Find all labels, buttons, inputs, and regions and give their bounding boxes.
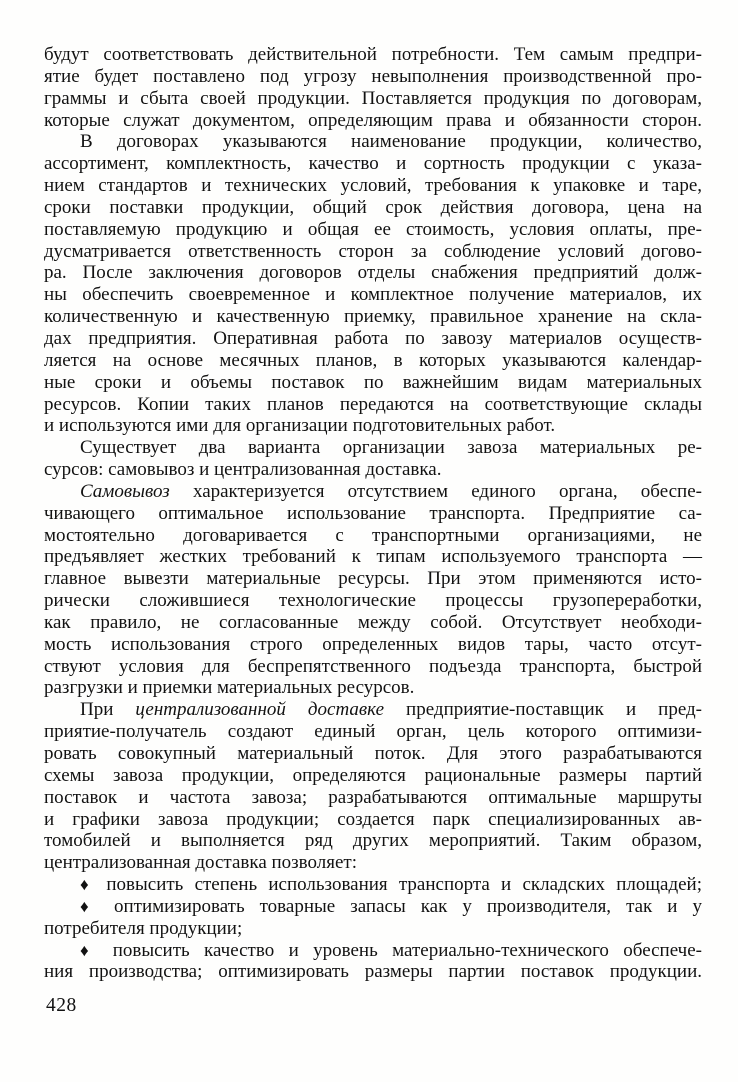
text-segment: повысить степень использования транспорта и складских площадей; [95,874,702,896]
text-line [44,743,702,765]
text-segment: чивающего оптимальное использование транспорта. Предприятие са- [44,502,702,524]
bullet-diamond-icon: ♦ [80,940,99,960]
text-segment: ра. После заключения договоров отделы снабжения предприятий долж- [44,262,702,284]
text-segment: централизованная доставка позволяет: [44,852,357,874]
text-line [44,809,702,831]
text-line [44,437,702,459]
text-segment: Существует два варианта организации завоза материальных ре- [80,437,702,459]
text-line [44,721,702,743]
text-segment: будут соответствовать действительной потребности. Тем самым предпри- [44,44,702,65]
text-segment: Самовывоз [80,480,170,502]
text-line [44,394,702,416]
text-segment: сурсов: самовывоз и централизованная доставка. [44,459,442,481]
paragraph [44,874,702,896]
text-segment: При [80,699,136,721]
text-segment: ресурсов. Копии таких планов передаются на соответствующие склады [44,393,702,415]
text-segment: потребителя продукции; [44,917,243,939]
text-line [44,961,702,983]
text-segment: ствуют условия для беспрепятственного подъезда транспорта, быстрой [44,655,702,677]
text-segment: нием стандартов и технических условий, требования к упаковке и таре, [44,175,702,197]
text-line [44,66,702,88]
text-line [44,874,702,896]
text-segment: которые служат документом, определяющим права и обязанности сторон. [44,109,702,131]
text-line [44,459,702,481]
text-line [44,830,702,852]
text-line [44,262,702,284]
page-number: 428 [46,995,77,1016]
text-segment: ассортимент, комплектность, качество и сортность продукции с указа- [44,153,702,175]
text-line [44,415,702,437]
text-line [44,175,702,197]
text-segment: ные сроки и объемы поставок по важнейшим видам материальных [44,371,702,393]
text-line [44,44,702,66]
text-segment: схемы завоза продукции, определяются рациональные размеры партий [44,764,702,786]
text-line [44,153,702,175]
paragraph [44,699,702,874]
text-line [44,656,702,678]
text-segment: рически сложившиеся технологические процессы грузопереработки, [44,590,702,612]
text-segment: дах предприятия. Оперативная работа по завозу материалов осуществ- [44,327,702,349]
text-segment: ния производства; оптимизировать размеры партии поставок продукции. [44,961,702,983]
text-segment: оптимизировать товарные запасы как у производителя, так и у [98,895,702,917]
text-segment: мостоятельно договаривается с транспортными организациями, не [44,524,702,546]
text-line [44,525,702,547]
text-line [44,197,702,219]
text-line [44,219,702,241]
text-line [44,634,702,656]
text-line [44,328,702,350]
bullet-diamond-icon: ♦ [80,875,96,895]
text-segment: ровать совокупный материальный поток. Для этого разрабатываются [44,743,702,764]
text-segment: централизованной доставке [135,699,385,721]
text-segment: мость использования строго определенных видов тары, часто отсут- [44,633,702,655]
paragraph [44,437,702,481]
text-segment: характеризуется отсутствием единого органа, обеспе- [169,480,702,502]
text-segment: ны обеспечить своевременное и комплектное получение материалов, их [44,284,702,306]
text-line [44,131,702,153]
text-line [44,612,702,634]
text-line [44,110,702,132]
text-line [44,241,702,263]
text-segment: В договорах указываются наименование продукции, количество, [80,131,702,153]
text-line [44,918,702,940]
text-segment: главное вывезти материальные ресурсы. При этом применяются исто- [44,568,702,590]
text-line [44,699,702,721]
text-line [44,88,702,110]
text-line [44,896,702,918]
text-line [44,787,702,809]
text-segment: поставляемую продукцию и общая ее стоимость, условия оплаты, пре- [44,218,702,240]
paragraph [44,44,702,131]
text-line [44,372,702,394]
paragraph [44,131,702,437]
text-segment: ляется на основе месячных планов, в которых указываются календар- [44,349,702,371]
text-segment: разгрузки и приемки материальных ресурсов. [44,677,415,699]
text-segment: томобилей и выполняется ряд других мероприятий. Таким образом, [44,830,702,852]
body-text [44,44,702,983]
text-line [44,677,702,699]
text-line [44,568,702,590]
text-segment: сроки поставки продукции, общий срок действия договора, цена на [44,196,702,218]
text-segment: предъявляет жестких требований к типам используемого транспорта — [44,546,702,568]
text-segment: приятие-получатель создают единый орган, цель которого оптимизи- [44,721,702,743]
text-line [44,590,702,612]
text-line [44,306,702,328]
paragraph [44,896,702,940]
text-segment: поставок и частота завоза; разрабатываются оптимальные маршруты [44,786,702,808]
text-segment: и графики завоза продукции; создается парк специализированных ав- [44,808,702,830]
text-line [44,765,702,787]
paragraph [44,940,702,984]
text-segment: количественную и качественную приемку, правильное хранение на скла- [44,306,702,328]
text-line [44,852,702,874]
text-segment: граммы и сбыта своей продукции. Поставляется продукция по договорам, [44,87,702,109]
text-segment: ятие будет поставлено под угрозу невыполнения производственной про- [44,65,702,87]
text-line [44,284,702,306]
text-line [44,503,702,525]
paragraph [44,481,702,699]
text-segment: и используются ими для организации подготовительных работ. [44,415,556,437]
bullet-diamond-icon: ♦ [80,896,99,916]
text-segment: повысить качество и уровень материально-технического обеспече- [98,939,702,961]
text-line [44,546,702,568]
text-segment: предприятие-поставщик и пред- [384,699,702,721]
text-line [44,481,702,503]
text-line [44,350,702,372]
text-segment: как правило, не согласованные между собой. Отсутствует необходи- [44,611,702,633]
text-line [44,940,702,962]
text-segment: дусматривается ответственность сторон за соблюдение условий догово- [44,240,702,262]
